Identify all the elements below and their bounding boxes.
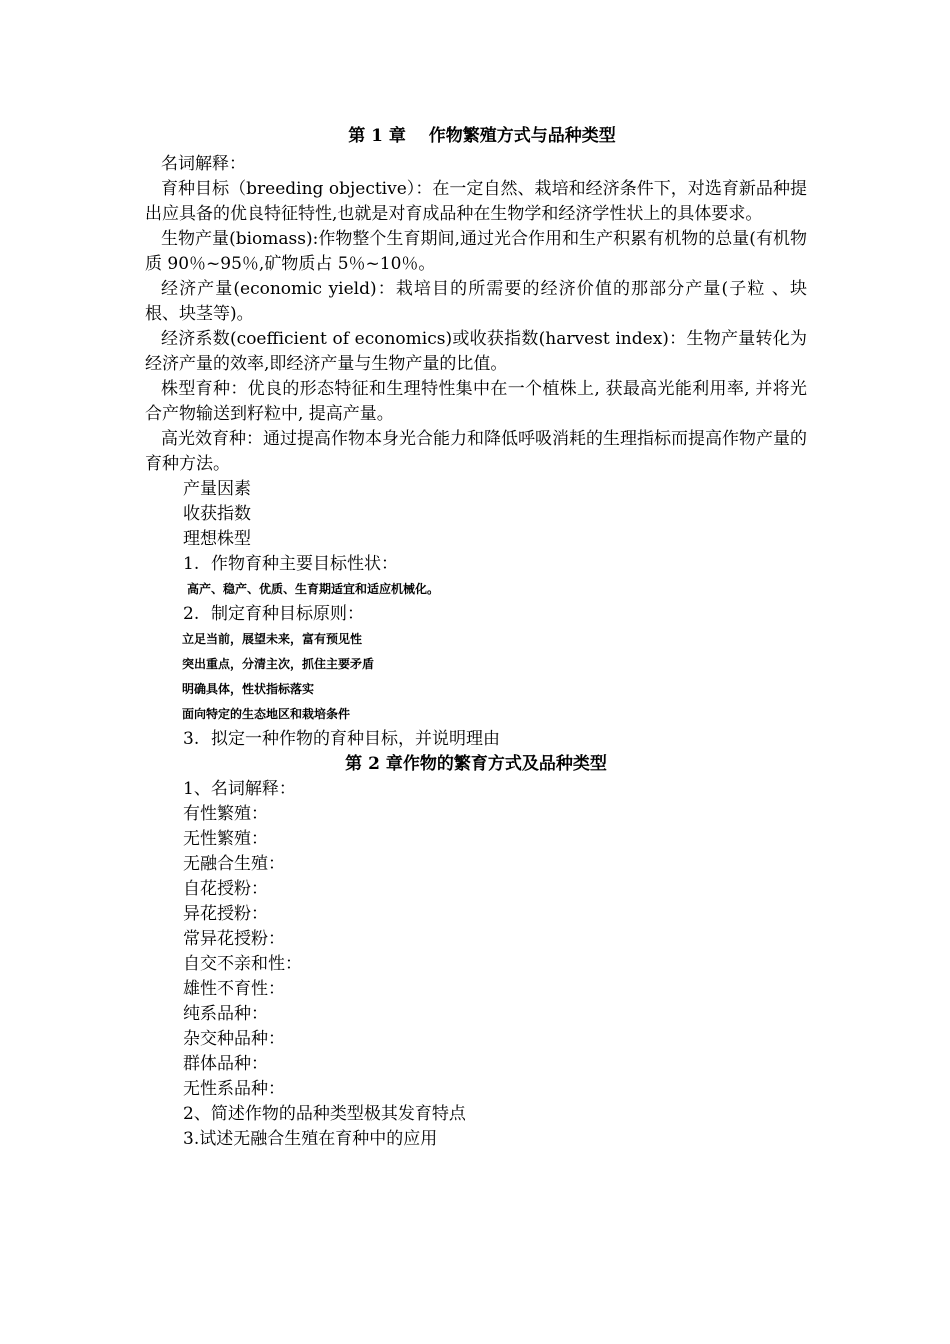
chapter2-term: 杂交种品种： — [183, 1029, 285, 1049]
question-2-answer: 突出重点，分清主次，抓住主要矛盾 — [182, 657, 375, 671]
chapter2-term: 有性繁殖： — [183, 804, 268, 824]
question-1-answer: 高产、稳产、优质、生育期适宜和适应机械化。 — [187, 582, 440, 596]
chapter2-terms-heading: 1、名词解释： — [183, 779, 296, 799]
chapter1-title: 第 1 章 作物繁殖方式与品种类型 — [348, 126, 616, 146]
chapter2-term: 纯系品种： — [183, 1004, 268, 1024]
extra-term: 产量因素 — [183, 479, 251, 499]
chapter2-term: 无性繁殖： — [183, 829, 268, 849]
paragraph-harvest-index: 经济系数(coefficient of economics)或收获指数(harvest index)：生物产量转化为经济产量的效率,即经济产量与生物产量的比值。 — [145, 329, 807, 374]
paragraph-plant-type-breeding: 株型育种：优良的形态特征和生理特性集中在一个植株上, 获最高光能利用率, 并将光合产物输送到籽粒中, 提高产量。 — [145, 379, 807, 424]
question-2-answer: 面向特定的生态地区和栽培条件 — [182, 707, 351, 721]
paragraph-breeding-objective: 育种目标（breeding objective）：在一定自然、栽培和经济条件下，对选育新品种提出应具备的优良特征特性,也就是对育成品种在生物学和经济学性状上的具体要求。 — [145, 179, 807, 224]
chapter2-term: 雄性不育性： — [183, 979, 285, 999]
question-2-answer: 立足当前，展望未来，富有预见性 — [182, 632, 363, 646]
question-1: 1. 作物育种主要目标性状： — [183, 554, 398, 574]
chapter2-term: 群体品种： — [183, 1054, 268, 1074]
chapter2-term: 异花授粉： — [183, 904, 268, 924]
chapter2-title: 第 2 章作物的繁育方式及品种类型 — [345, 754, 607, 774]
paragraph-biomass: 生物产量(biomass):作物整个生育期间,通过光合作用和生产积累有机物的总量(有机物质 90％~95％,矿物质占 5％~10％。 — [145, 229, 807, 274]
chapter2-term: 自花授粉： — [183, 879, 268, 899]
chapter2-term: 常异花授粉： — [183, 929, 285, 949]
question-3: 3. 拟定一种作物的育种目标，并说明理由 — [183, 729, 500, 749]
chapter2-term: 无性系品种： — [183, 1079, 285, 1099]
extra-term: 收获指数 — [183, 504, 251, 524]
chapter2-term: 自交不亲和性： — [183, 954, 302, 974]
paragraph-high-photosynthetic-breeding: 高光效育种：通过提高作物本身光合能力和降低呼吸消耗的生理指标而提高作物产量的育种方法。 — [145, 429, 807, 474]
chapter2-term: 无融合生殖： — [183, 854, 285, 874]
document-content — [145, 120, 807, 1152]
extra-term: 理想株型 — [183, 529, 251, 549]
chapter2-question-2: 2、简述作物的品种类型极其发育特点 — [183, 1104, 466, 1124]
terms-heading: 名词解释： — [161, 154, 246, 174]
chapter2-question-3: 3.试述无融合生殖在育种中的应用 — [183, 1129, 438, 1149]
question-2: 2. 制定育种目标原则： — [183, 604, 364, 624]
question-2-answer: 明确具体，性状指标落实 — [182, 682, 315, 696]
paragraph-economic-yield: 经济产量(economic yield)：栽培目的所需要的经济价值的那部分产量(子粒 、块根、块茎等)。 — [145, 279, 807, 324]
